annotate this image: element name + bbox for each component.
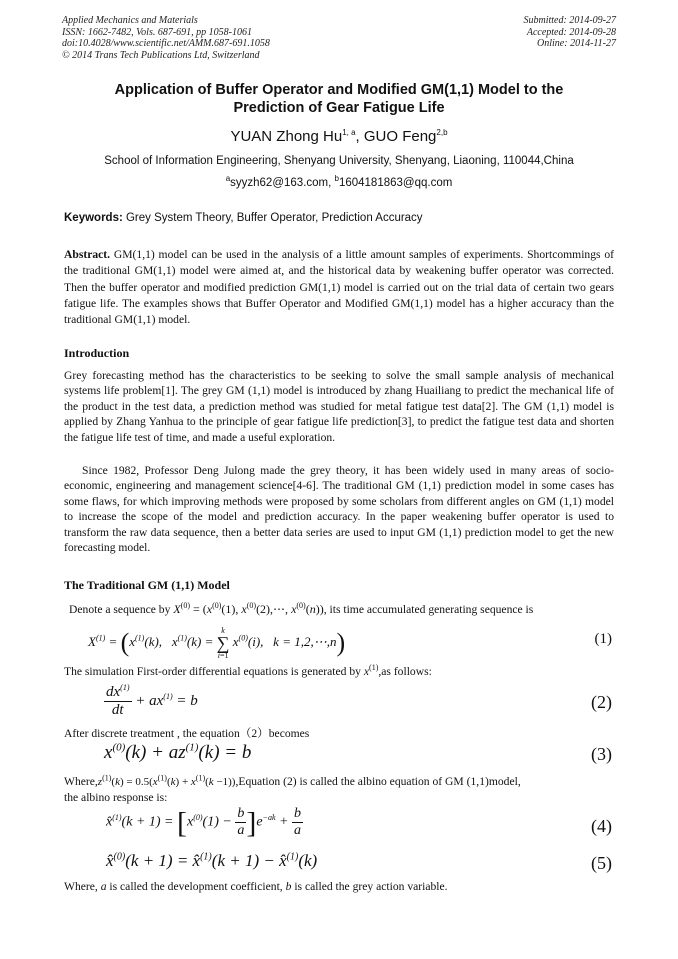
emails <box>62 174 616 189</box>
journal-header-left <box>62 15 270 61</box>
keywords-label: Keywords: <box>64 212 123 224</box>
issn: ISSN: 1662-7482, Vols. 687-691, pp 1058-1061 <box>62 26 252 38</box>
accepted-date: Accepted: 2014-09-28 <box>526 26 616 38</box>
z-definition: $z^{(1)}(k) = 0.5(x^{(1)}(k) + x^{(1)}(k -1))$ <box>97 773 236 788</box>
where-post: ,Equation (2) is called the albino equation of GM (1,1)model, <box>235 775 521 788</box>
equation-4: x̂$^{(1)}$(k + $1) = [x^{(0)}(1)$ − $\frac{b}{a}$ ]$e^{-ak}$ + $\frac{b}{a}$ <box>106 806 301 840</box>
authors <box>62 128 616 145</box>
final-mid: is called the development coefficient, <box>109 880 283 893</box>
denote-pre: Denote a sequence by <box>69 603 171 616</box>
author-2: GUO Feng <box>363 128 437 145</box>
equation-2-number: (2) <box>591 692 612 712</box>
where-line <box>64 774 614 790</box>
abstract-label: Abstract. <box>64 248 111 261</box>
simulation-post: ,as follows: <box>378 665 432 678</box>
intro-paragraph-2: Since 1982, Professor Deng Julong made the grey theory, it has been widely used in many areas of socio-economic, engineering and management science[4-6]. The traditional GM (1,1) prediction model in some cases has some flaws, for which improving methods were proposed by some scholars from different angles on GM (1,1) model to increase the scope of the model and prediction accuracy. In the paper weakening buffer operator is used to transform the raw data sequence, then a better data series are used to input GM (1,1) prediction model to get the new forecasting model. <box>64 464 614 555</box>
author-separator: , <box>355 128 364 145</box>
title-line-1: Application of Buffer Operator and Modified GM(1,1) Model to the <box>114 82 564 98</box>
abstract-text: GM(1,1) model can be used in the analysis of a little amount samples of experiments. Shortcommings of the traditional GM(1,1) model were aimed at, and the historical data by weakening buffer operator was corrected. Then the buffer operator and modified prediction GM(1,1) model is carried out on the trial data of certain two gears fatigue life. The examples shows that Buffer Operator and Modified GM(1,1) model has a higher accuracy than the traditional GM(1,1) model. <box>64 248 614 327</box>
simulation-line: The simulation First-order differential equations is generated by $x^{(1)},as$ follows: <box>64 663 432 678</box>
author-1: YUAN Zhong Hu <box>230 128 343 145</box>
equation-1-number: (1) <box>594 631 612 647</box>
paper-title <box>62 81 616 117</box>
author-1-sup: 1, a <box>342 128 356 137</box>
denote-post: , its time accumulated generating sequence is <box>323 603 534 616</box>
email-1-sup: a <box>225 174 231 184</box>
denote-line <box>69 602 615 617</box>
online-date: Online: 2014-11-27 <box>537 38 616 49</box>
keywords <box>64 212 616 224</box>
after-discrete-line: After discrete treatment , the equation（2）becomes <box>64 727 310 740</box>
email-1[interactable]: syyzh62@163.com, <box>230 177 335 189</box>
equation-2: $\frac{dx^{(1)}}{dt}$ + $ax^{(1)} = b$ <box>106 683 198 718</box>
doi: doi:10.4028/www.scientific.net/AMM.687-691.1058 <box>62 38 270 49</box>
a-symbol: a <box>100 880 107 893</box>
title-line-2: Prediction of Gear Fatigue Life <box>233 100 445 116</box>
x1-symbol: x <box>363 665 370 678</box>
author-2-sup: 2,b <box>436 128 448 137</box>
journal-header-right <box>524 15 617 50</box>
equation-3-number: (3) <box>591 744 612 764</box>
equation-3: $x^{(0)}(k) + az^{(1)}(k) = b$ <box>104 741 252 763</box>
equation-4-number: (4) <box>591 816 612 836</box>
final-line <box>64 879 614 894</box>
submitted-date: Submitted: 2014-09-27 <box>523 15 616 26</box>
b-symbol: b <box>285 880 292 893</box>
where-pre: Where, <box>64 775 98 788</box>
section-heading-gm: The Traditional GM (1,1) Model <box>64 578 230 592</box>
email-2[interactable]: 1604181863@qq.com <box>338 177 453 189</box>
email-2-sup: b <box>334 174 339 184</box>
sequence-x0: $X^{(0)} = (x^{(0)}(1)$, $x^{(0)}(2),\cdots$, $x^{(0)}(n)$) <box>173 601 324 616</box>
intro-paragraph-1: Grey forecasting method has the characteristics to be seeking to solve the small sample analysis of mechanical systems life problem[1]. The grey GM (1,1) model is introduced by zhang Huailiang to predict the mechanical life of the product in the test data, a prediction method was studied for metal fatigue test data[2]. The GM (1,1) model is applied by Zhang Yanhua to the principle of gear fatigue life prediction[3], to predict the fatigue test data and shorten the fatigue life test of time, and made a useful exploration. <box>64 369 614 444</box>
abstract <box>64 247 614 328</box>
simulation-text: The simulation First-order differential equations is generated by <box>64 665 361 678</box>
affiliation: School of Information Engineering, Shenyang University, Shenyang, Liaoning, 110044,China <box>104 155 574 167</box>
intro-heading: Introduction <box>64 346 130 360</box>
keywords-text: Grey System Theory, Buffer Operator, Prediction Accuracy <box>122 212 423 224</box>
albino-line: the albino response is: <box>64 791 168 804</box>
equation-1: $X^{(1)} = (x^{(1)}(k)$, $x^{(1)}(k)$ = k ∑ i=1 $x^{(0)}(i)$, k = 1,2,⋯,n) <box>88 626 346 660</box>
copyright: © 2014 Trans Tech Publications Ltd, Switzerland <box>62 49 260 61</box>
equation-5-number: (5) <box>591 853 612 873</box>
final-pre: Where, <box>64 880 98 893</box>
final-post: is called the grey action variable. <box>294 880 448 893</box>
equation-5: x̂$^{(0)}$(k + 1) = x̂$^{(1)}$(k + 1) − x̂$^{(1)}$(k) <box>106 851 318 870</box>
journal-name: Applied Mechanics and Materials <box>62 15 198 26</box>
